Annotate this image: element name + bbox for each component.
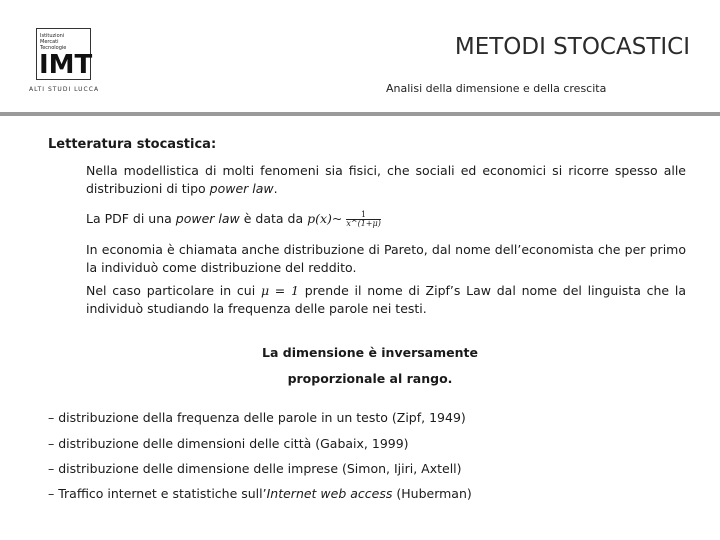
list-item: – distribuzione delle dimensioni delle città (Gabaix, 1999) xyxy=(48,436,409,451)
formula-fraction xyxy=(346,211,380,228)
logo-acronym: IMT xyxy=(39,50,93,80)
paragraph-power-law xyxy=(86,162,686,198)
paragraph-text: prende il nome di Zipf’s Law dal nome del linguista che la individuò studiando la frequenza delle parole nei testi. xyxy=(86,283,686,316)
paragraph-text: . xyxy=(273,181,278,196)
page-title: METODI STOCASTICI xyxy=(454,34,690,60)
paragraph-text: La PDF di una xyxy=(86,211,176,226)
list-item: – distribuzione delle dimensione delle imprese (Simon, Ijiri, Axtell) xyxy=(48,461,462,476)
emphasis-power-law: power law xyxy=(209,181,274,196)
list-item-text: – Traffico internet e statistiche sull’ xyxy=(48,486,267,501)
key-statement xyxy=(160,340,580,392)
paragraph-pdf xyxy=(86,210,686,228)
paragraph-pareto xyxy=(86,241,686,277)
formula-lhs: p(x)~ xyxy=(307,211,343,226)
paragraph-text: è data da xyxy=(239,211,308,226)
header-divider xyxy=(0,112,720,116)
formula-mu: μ = 1 xyxy=(260,283,299,298)
paragraph-text: Nel caso particolare in cui xyxy=(86,283,261,298)
section-heading: Letteratura stocastica: xyxy=(48,137,217,152)
paragraph-text: Nella modellistica di molti fenomeni sia fisici, che sociali ed economici si ricorre spesso alle distribuzioni di tipo xyxy=(86,163,686,196)
emphasis-power-law: power law xyxy=(175,211,240,226)
formula-numerator: 1 xyxy=(346,211,380,220)
paragraph-text: In economia è chiamata anche distribuzione di Pareto, dal nome dell’economista che per primo la individuò come distribuzione del reddito. xyxy=(86,242,686,275)
formula-denominator: x^(1+μ) xyxy=(346,219,381,228)
paragraph-zipf xyxy=(86,282,686,318)
list-item xyxy=(48,486,472,501)
imt-logo xyxy=(25,28,105,98)
page-subtitle: Analisi della dimensione e della crescita xyxy=(386,82,607,95)
list-item-text: (Huberman) xyxy=(392,486,472,501)
logo-frame xyxy=(36,28,91,80)
key-statement-line2: proporzionale al rango. xyxy=(287,371,453,386)
list-item: – distribuzione della frequenza delle parole in un testo (Zipf, 1949) xyxy=(48,410,466,425)
key-statement-line1: La dimensione è inversamente xyxy=(262,345,478,360)
logo-small-text: Istituzioni Mercati Tecnologie xyxy=(40,33,67,51)
logo-tagline: ALTI STUDI LUCCA xyxy=(29,86,100,93)
emphasis-internet-web-access: Internet web access xyxy=(266,486,393,501)
